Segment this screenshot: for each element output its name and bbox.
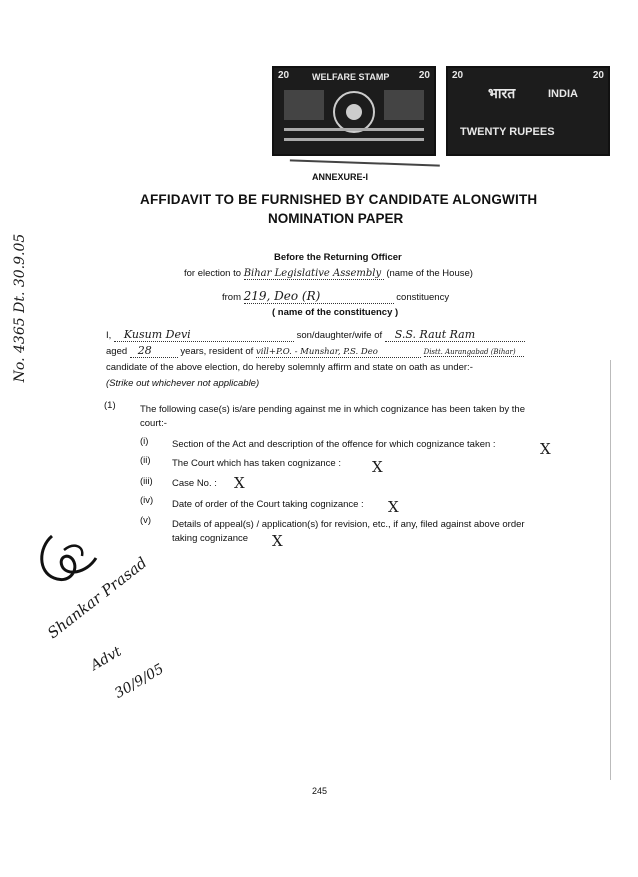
item-number: (iii) bbox=[140, 476, 153, 487]
item-text: The Court which has taken cognizance : bbox=[172, 458, 341, 469]
item-text: Date of order of the Court taking cognizance : bbox=[172, 499, 364, 510]
item-text: Case No. : bbox=[172, 478, 217, 489]
stamp-value-text: TWENTY RUPEES bbox=[460, 126, 555, 138]
clause-text-line2: court:- bbox=[140, 418, 167, 429]
item-number: (iv) bbox=[140, 495, 154, 506]
strike-note: (Strike out whichever not applicable) bbox=[106, 378, 260, 389]
election-prefix: for election to bbox=[184, 268, 242, 279]
stamp-top-text: WELFARE STAMP bbox=[312, 72, 390, 82]
annexure-label: ANNEXURE-I bbox=[312, 172, 369, 182]
item-number: (i) bbox=[140, 436, 149, 447]
relation-label: son/daughter/wife of bbox=[296, 330, 383, 341]
affidavit-title-line1: AFFIDAVIT TO BE FURNISHED BY CANDIDATE ALONGWITH bbox=[140, 192, 538, 207]
signature-title: Advt bbox=[88, 643, 125, 674]
item-mark: X bbox=[540, 440, 551, 458]
twenty-rupee-stamp bbox=[446, 66, 610, 156]
margin-note: No. 4365 Dt. 30.9.05 bbox=[12, 233, 28, 383]
signature-date: 30/9/05 bbox=[112, 661, 167, 702]
stamp-denomination: 20 bbox=[592, 70, 604, 81]
constituency-value: 219, Deo (R) bbox=[244, 289, 394, 304]
stamp-denomination: 20 bbox=[278, 70, 290, 81]
item-number: (v) bbox=[140, 515, 152, 526]
election-suffix: (name of the House) bbox=[386, 268, 473, 279]
item-mark: X bbox=[234, 474, 245, 492]
deponent-line2 bbox=[106, 344, 524, 358]
from-prefix: from bbox=[222, 292, 241, 303]
page-number: 245 bbox=[312, 786, 328, 796]
stamp-script: भारत bbox=[488, 85, 516, 101]
constituency-note: ( name of the constituency ) bbox=[272, 307, 399, 318]
oath-statement: candidate of the above election, do hereby solemnly affirm and state on oath as under:- bbox=[106, 362, 473, 373]
scan-edge bbox=[610, 360, 611, 780]
relation-name: S.S. Raut Ram bbox=[385, 328, 525, 342]
stamp-denomination: 20 bbox=[418, 70, 430, 81]
initials-scribble bbox=[34, 528, 104, 588]
clause-number: (1) bbox=[104, 400, 116, 411]
item-text: taking cognizance bbox=[172, 533, 249, 544]
signature-name: Shankar Prasad bbox=[44, 553, 151, 643]
deponent-district: Distt. Aurangabad (Bihar) bbox=[424, 348, 524, 357]
deponent-address: vill+P.O. - Munshar, P.S. Deo bbox=[256, 347, 421, 358]
election-house-value: Bihar Legislative Assembly bbox=[244, 268, 384, 280]
stamp-denomination: 20 bbox=[452, 70, 464, 81]
item-text: Details of appeal(s) / application(s) for revision, etc., if any, filed against above order bbox=[172, 519, 525, 530]
i-label: I, bbox=[106, 330, 112, 341]
resident-label: years, resident of bbox=[180, 346, 254, 357]
deponent-name: Kusum Devi bbox=[114, 328, 294, 342]
returning-officer-line: Before the Returning Officer bbox=[274, 252, 402, 263]
deponent-line1 bbox=[106, 328, 525, 342]
welfare-stamp bbox=[272, 66, 436, 156]
item-mark: X bbox=[388, 498, 399, 516]
aged-label: aged bbox=[106, 346, 128, 357]
item-mark: X bbox=[272, 532, 283, 550]
from-suffix: constituency bbox=[396, 292, 450, 303]
clause-text-line1: The following case(s) is/are pending against me in which cognizance has been taken by the bbox=[140, 404, 525, 415]
item-text: Section of the Act and description of the offence for which cognizance taken : bbox=[172, 439, 496, 450]
stamp-country: INDIA bbox=[548, 88, 578, 100]
deponent-age: 28 bbox=[130, 344, 178, 358]
item-number: (ii) bbox=[140, 455, 151, 466]
emblem-icon bbox=[274, 68, 434, 154]
item-mark: X bbox=[372, 458, 383, 476]
election-line bbox=[184, 268, 473, 280]
affidavit-title-line2: NOMINATION PAPER bbox=[268, 211, 404, 226]
from-line bbox=[222, 289, 449, 304]
